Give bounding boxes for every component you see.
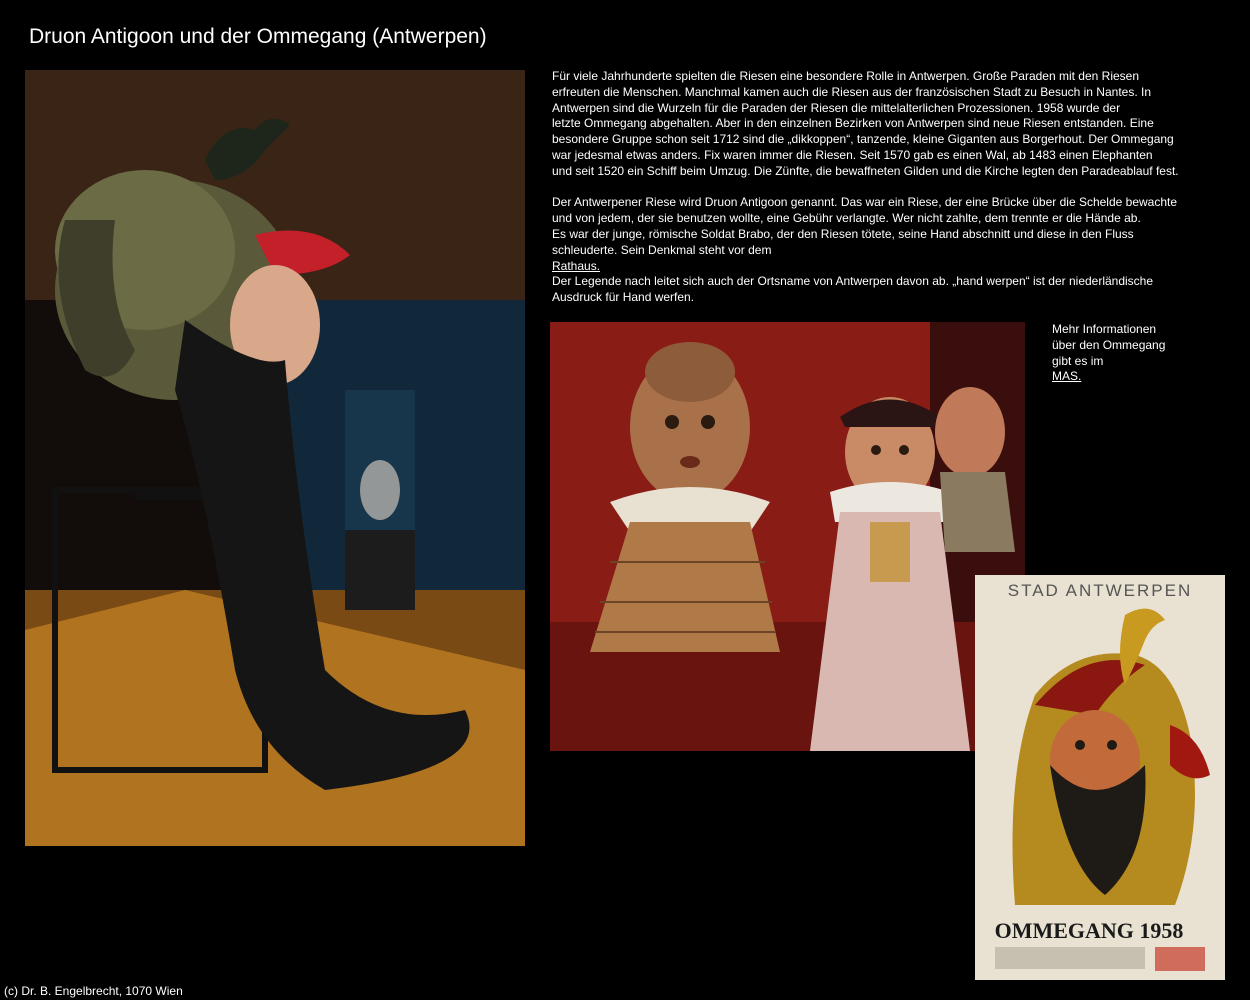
giant-head-photo[interactable] bbox=[25, 70, 525, 846]
ommegang-poster-photo[interactable] bbox=[975, 575, 1225, 980]
rathaus-link[interactable]: Rathaus. bbox=[552, 258, 601, 273]
copyright-footer: (c) Dr. B. Engelbrecht, 1070 Wien bbox=[4, 984, 183, 998]
article-text bbox=[552, 69, 1192, 306]
dikkoppen-image bbox=[550, 322, 1025, 751]
ommegang-poster-image bbox=[975, 575, 1225, 980]
more-info-note: Mehr Informationen über den Ommegang gibt es im MAS. bbox=[1052, 322, 1166, 384]
paragraph-druon-legend: Der Antwerpener Riese wird Druon Antigoon genannt. Das war ein Riese, der eine Brücke über die Schelde bewachte und von jedem, der sie benutzen wollte, eine Gebühr verlangte. Wer nicht zahlte, dem trennte er die Hände ab. Es war der junge, römische Soldat Brabo, der den Riesen tötete, seine Hand abschnitt und diese in den Fluss schleuderte. Sein Denkmal steht vor dem Rathaus. Der Legende nach leitet sich auch der Ortsname von Antwerpen davon ab. „hand werpen“ ist der niederländische Ausdruck für Hand werfen. bbox=[552, 195, 1178, 305]
giant-head-image bbox=[25, 70, 525, 846]
paragraph-giants-history: Für viele Jahrhunderte spielten die Riesen eine besondere Rolle in Antwerpen. Große Paraden mit den Riesen erfreuten die Menschen. Manchmal kamen auch die Riesen aus der französischen Stadt zu Besuch in Nantes. In Antwerpen sind die Wurzeln für die Paraden der Riesen die mittelalterlichen Prozessionen. 1958 wurde der letzte Ommegang abgehalten. Aber in den einzelnen Bezirken von Antwerpen sind neue Riesen entstanden. Eine besondere Gruppe schon seit 1712 sind die „dikkoppen“, tanzende, kleine Giganten aus Borgerhout. Der Ommegang war jedesmal etwas anders. Fix waren immer die Riesen. Seit 1570 gab es einen Wal, ab 1483 einen Elephanten und seit 1520 ein Schiff beim Umzug. Die Zünfte, die bewaffneten Gilden und die Kirche legten den Paradeablauf fest. bbox=[552, 69, 1179, 178]
page-title: Druon Antigoon und der Ommegang (Antwerpen) bbox=[29, 25, 487, 48]
mas-link[interactable]: MAS. bbox=[1052, 369, 1082, 384]
dikkoppen-photo[interactable] bbox=[550, 322, 1025, 751]
poster-bottom-text: OMMEGANG 1958 bbox=[994, 918, 1184, 943]
poster-top-text: STAD ANTWERPEN bbox=[1007, 581, 1193, 600]
